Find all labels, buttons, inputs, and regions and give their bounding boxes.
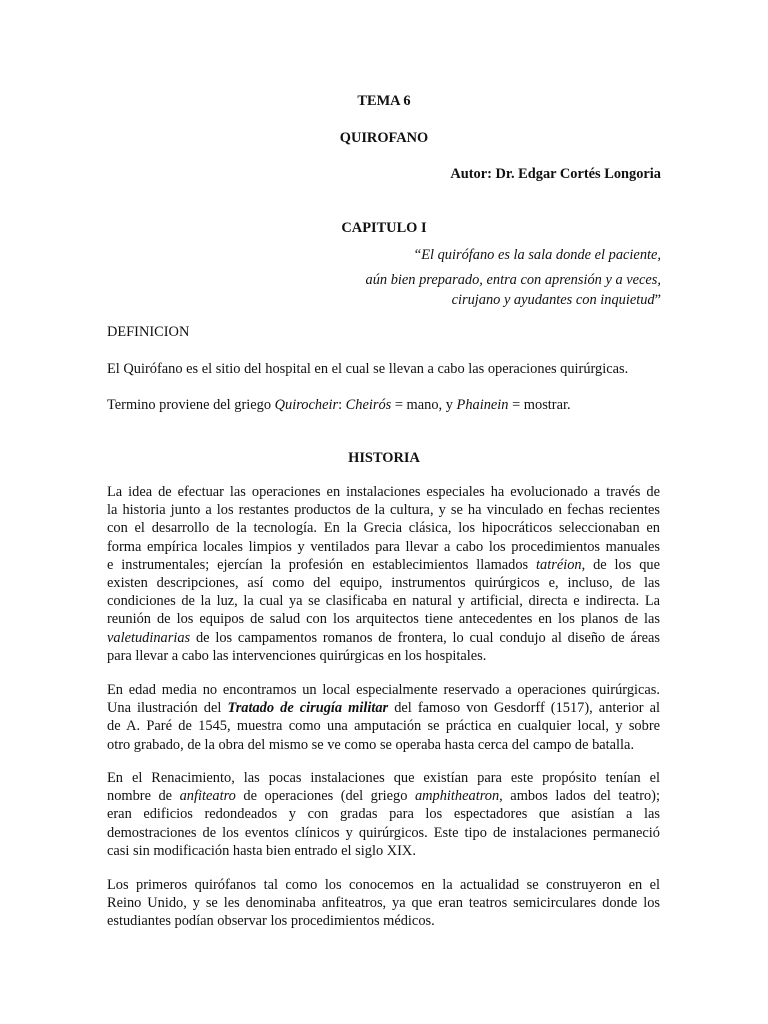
section-heading-historia: HISTORIA <box>348 450 420 466</box>
epigraph-line-2: aún bien preparado, entra con aprensión y a veces, <box>365 272 661 288</box>
historia-paragraph-2: En edad media no encontramos un local especialmente reservado a operaciones quirúrgicas. Una ilustración del Tratado de cirugía militar del famoso von Gesdorff (1517), anterior al de A. Paré de 1545, muestra como una amputación se práctica en cualquier local, y sobre otro grabado, de la obra del mismo se ve como se operaba hasta cerca del campo de batalla. <box>107 682 660 753</box>
historia-paragraph-3: En el Renacimiento, las pocas instalaciones que existían para este propósito tenían el nombre de anfiteatro de operaciones (del griego amphitheatron, ambos lados del teatro); eran edificios redondeados y con gradas para los espectadores que asistían a las demostraciones de los eventos clínicos y quirúrgicos. Este tipo de instalaciones permaneció casi sin modificación hasta bien entrado el siglo XIX. <box>107 770 660 859</box>
document-title: QUIROFANO <box>339 130 429 146</box>
definition-paragraph: El Quirófano es el sitio del hospital en el cual se llevan a cabo las operaciones quirúrgicas. <box>107 361 629 377</box>
etymology-paragraph: Termino proviene del griego Quirocheir: Cheirós = mano, y Phainein = mostrar. <box>107 397 571 413</box>
section-heading-definicion: DEFINICION <box>107 324 190 340</box>
historia-paragraph-4: Los primeros quirófanos tal como los conocemos en la actualidad se construyeron en el Reino Unido, y se les denominaba anfiteatros, ya que eran teatros semicirculares donde los estudiantes podían observar los procedimientos médicos. <box>107 877 660 930</box>
historia-paragraph-1: La idea de efectuar las operaciones en instalaciones especiales ha evolucionado a través de la historia junto a los restantes productos de la cultura, y se ha vinculado en fechas recientes con el desarrollo de la tecnología. En la Grecia clásica, los hipocráticos seleccionaban en forma empírica locales limpios y ventilados para llevar a cabo los procedimientos manuales e instrumentales; ejercían la profesión en establecimientos llamados tatréion, de los que existen descripciones, así como del equipo, instrumentos quirúrgicos e, incluso, de las condiciones de la luz, la cual ya se clasificaba en natural y artificial, directa e indirecta. La reunión de los equipos de salud con los arquitectos tiene antecedentes en los planos de las valetudinarias de los campamentos romanos de frontera, lo cual condujo al diseño de áreas para llevar a cabo las intervenciones quirúrgicas en los hospitales. <box>107 484 661 664</box>
topic-number: TEMA 6 <box>357 93 411 109</box>
epigraph-line-1: “El quirófano es la sala donde el paciente, <box>414 247 661 263</box>
chapter-heading: CAPITULO I <box>341 220 427 236</box>
author-line: Autor: Dr. Edgar Cortés Longoria <box>450 166 661 182</box>
epigraph-line-3: cirujano y ayudantes con inquietud” <box>451 292 661 308</box>
